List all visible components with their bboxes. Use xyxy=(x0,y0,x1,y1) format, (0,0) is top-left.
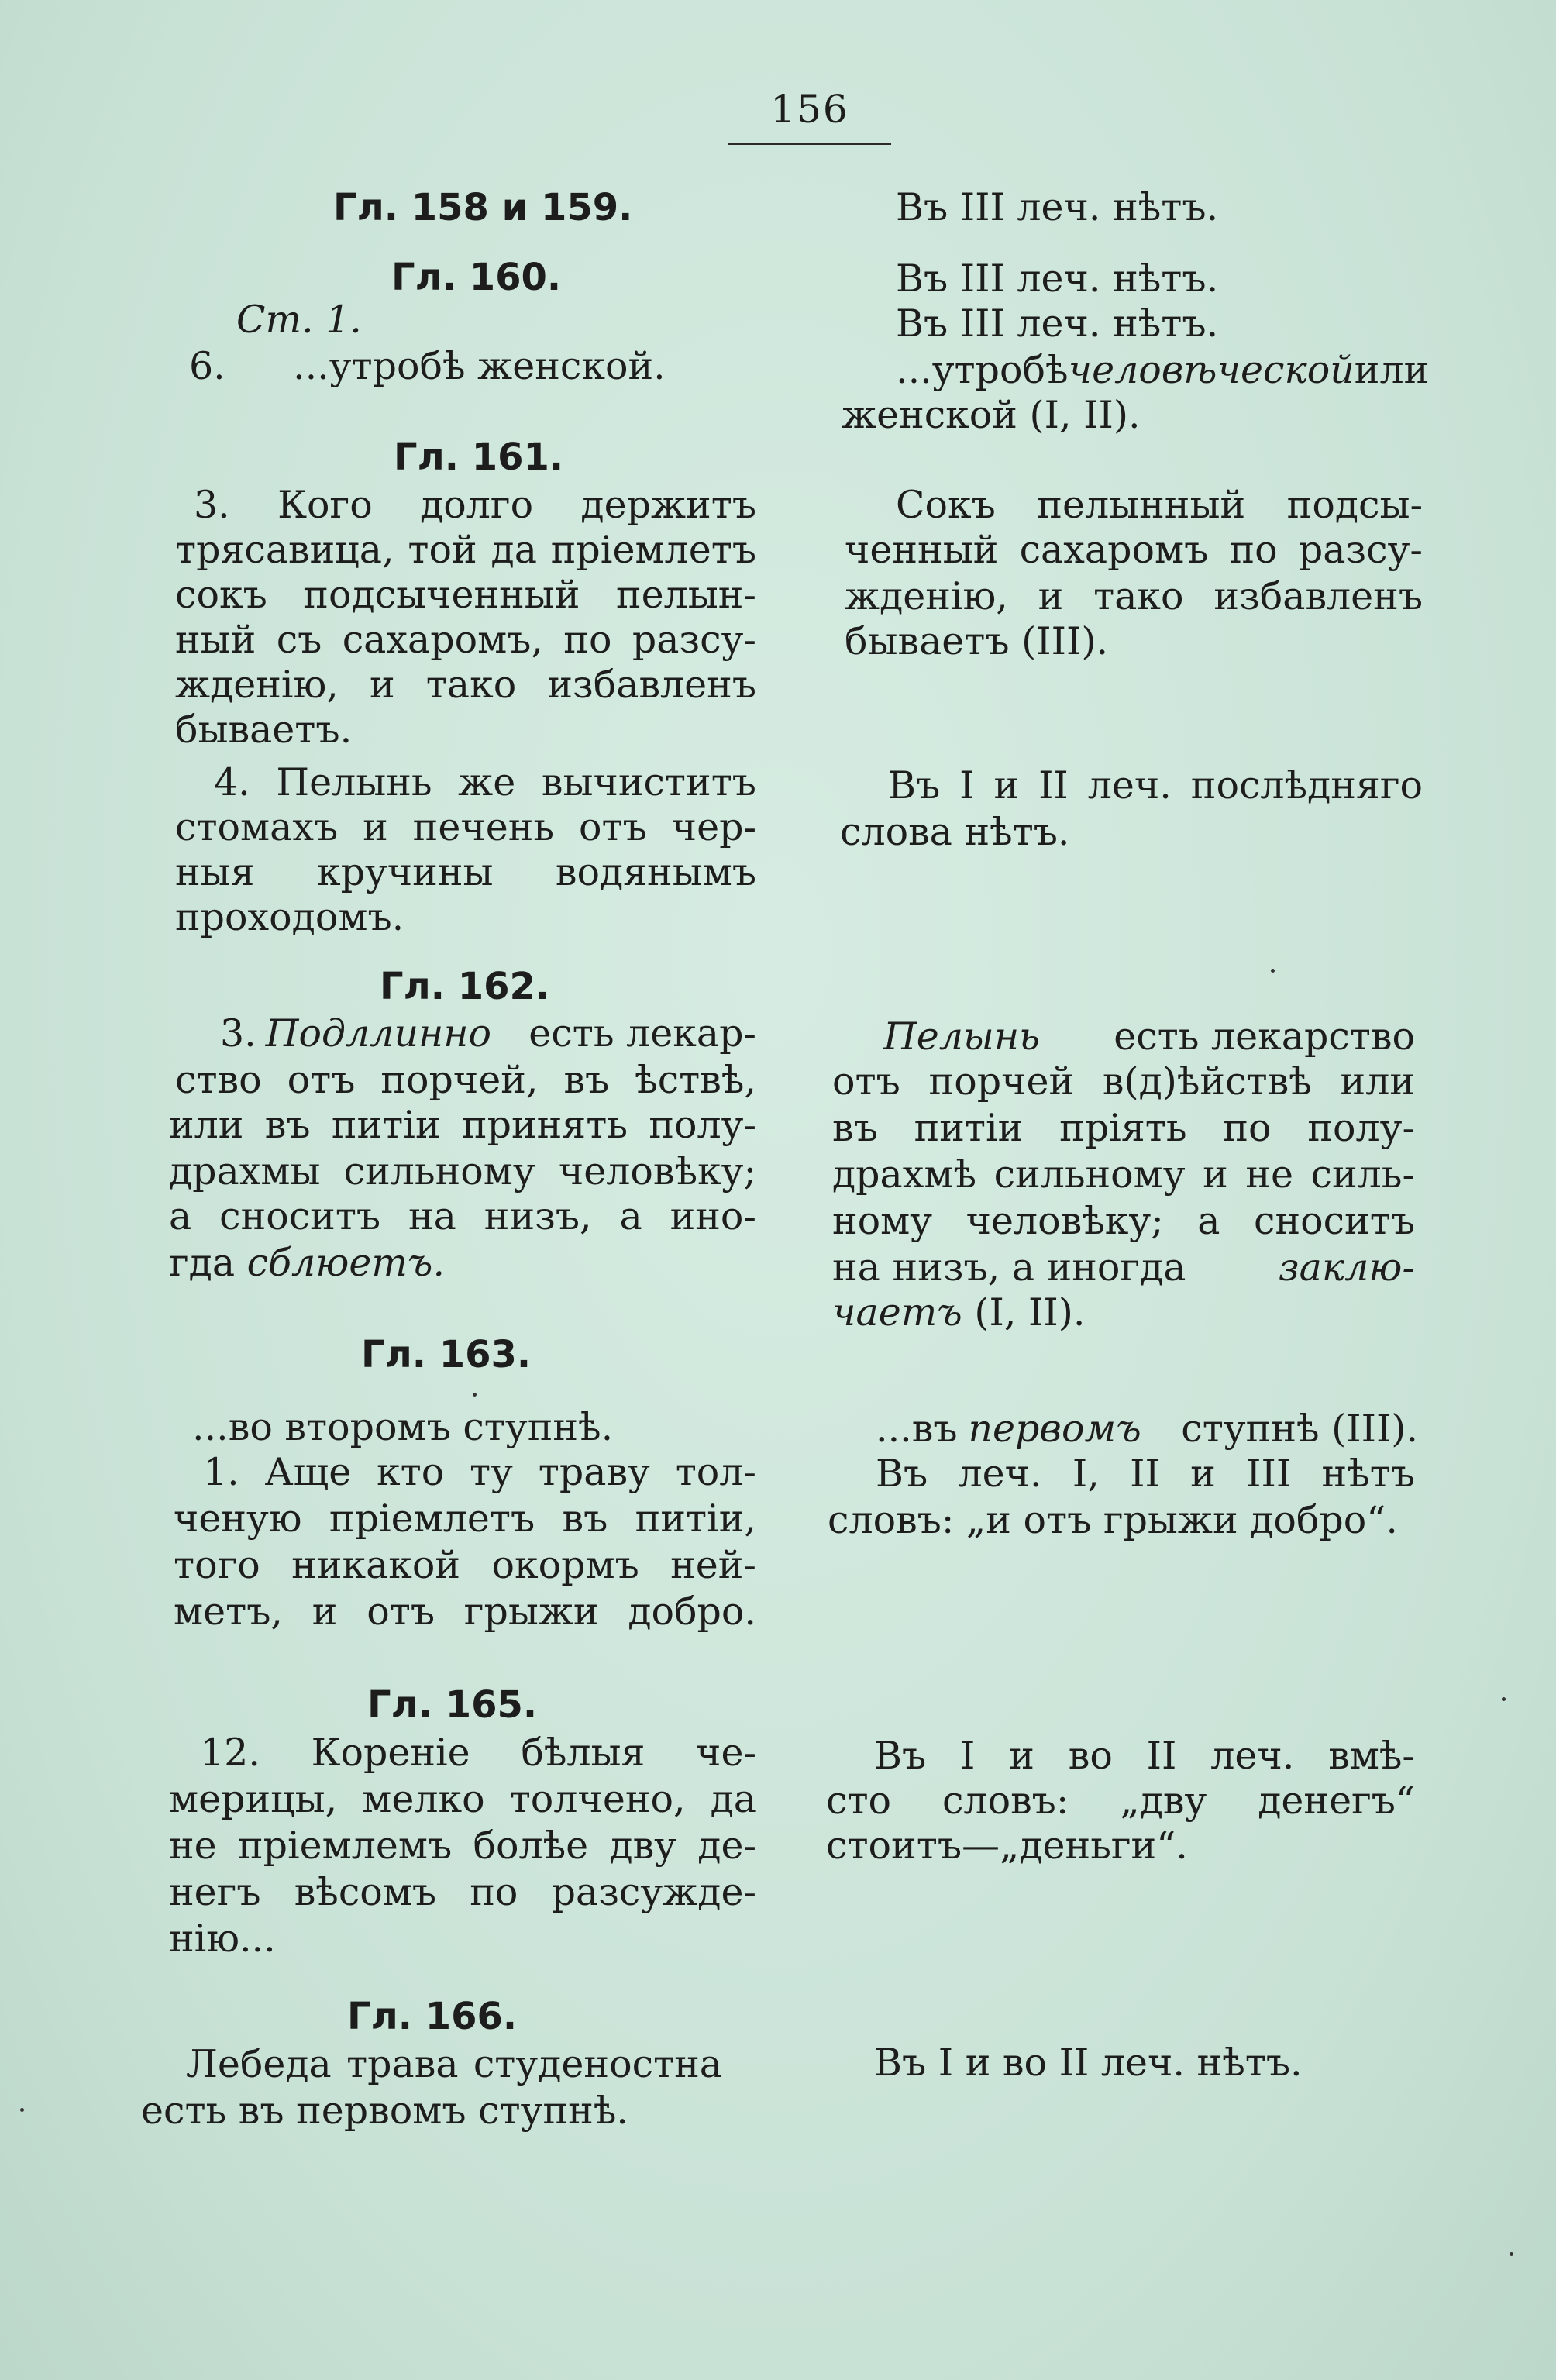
text-span: ...въ xyxy=(876,1407,958,1451)
text-line: Въ I и II леч. послѣдняго xyxy=(888,763,1423,808)
header-rule xyxy=(728,143,891,145)
heading-ch165: Гл. 165. xyxy=(367,1683,538,1727)
text-line: сто словъ: „дву денегъ“ xyxy=(826,1779,1415,1823)
heading-ch161: Гл. 161. xyxy=(394,436,564,479)
text-line: отъ порчей в(д)ѣйствѣ или xyxy=(832,1059,1415,1104)
text-line: а сноситъ на низъ, а ино- xyxy=(169,1194,756,1238)
text-line: Въ I и во II леч. вмѣ- xyxy=(874,1734,1415,1778)
text-line: Лебеда трава студеностна xyxy=(186,2042,722,2086)
text-line: Въ III леч. нѣтъ. xyxy=(896,301,1219,346)
text-span: есть лекар- xyxy=(528,1011,756,1056)
text-span: ступнѣ (III). xyxy=(1181,1407,1418,1451)
text-line: не пріемлемъ болѣе дву де- xyxy=(169,1824,756,1868)
text-span: есть лекарство xyxy=(1114,1014,1415,1059)
text-line: метъ, и отъ грыжи добро. xyxy=(174,1590,756,1634)
text-line: 4. Пелынь же вычиститъ xyxy=(214,760,756,804)
text-span: на низъ, а иногда xyxy=(832,1245,1186,1290)
text-line xyxy=(896,347,1430,394)
text-line: трясавица, той да пріемлетъ xyxy=(175,528,756,572)
text-span: гда xyxy=(169,1241,236,1285)
text-line xyxy=(883,1014,1415,1060)
italic-word: первомъ xyxy=(968,1407,1141,1451)
stanza-label: Ст. 1. xyxy=(236,298,362,342)
text-line: въ питіи пріять по полу- xyxy=(832,1106,1415,1150)
text-line: слова нѣтъ. xyxy=(840,810,1070,854)
text-line: драхмы сильному человѣку; xyxy=(169,1149,756,1193)
text-line: ченный сахаромъ по разсу- xyxy=(845,528,1423,572)
italic-word: Подллинно xyxy=(265,1011,492,1056)
text-line: словъ: „и отъ грыжи добро“. xyxy=(828,1498,1398,1542)
text-line: Въ I и во II леч. нѣтъ. xyxy=(874,2041,1303,2085)
text-line: стоитъ—„деньги“. xyxy=(826,1824,1188,1868)
paper-speck xyxy=(1510,2252,1513,2256)
text-line: негъ вѣсомъ по разсужде- xyxy=(169,1870,756,1914)
text-line: Въ III леч. нѣтъ. xyxy=(896,185,1219,229)
text-line xyxy=(832,1290,1085,1336)
page-number: 156 xyxy=(770,87,849,132)
text-line: мерицы, мелко толчено, да xyxy=(169,1777,756,1821)
italic-word: чаетъ xyxy=(832,1290,962,1335)
text-line xyxy=(169,1240,445,1286)
text-line: 1. Аще кто ту траву тол- xyxy=(203,1450,756,1494)
text-line: есть въ первомъ ступнѣ. xyxy=(141,2089,628,2133)
text-span: ...утробѣ xyxy=(896,348,1069,392)
paper-speck xyxy=(473,1393,477,1397)
paper-speck xyxy=(1271,969,1275,973)
text-span: или xyxy=(1354,348,1430,392)
text-line: Въ леч. I, II и III нѣтъ xyxy=(876,1452,1415,1496)
heading-ch163: Гл. 163. xyxy=(361,1333,532,1376)
text-line: сокъ подсыченный пелын- xyxy=(175,573,756,617)
text-line: того никакой окормъ ней- xyxy=(174,1543,756,1587)
text-line: стомахъ и печень отъ чер- xyxy=(175,805,756,849)
text-line xyxy=(876,1406,1418,1452)
text-line: 3. Кого долго держитъ xyxy=(194,483,756,527)
text-line: ный съ сахаромъ, по разсу- xyxy=(175,618,756,662)
text-line: жденію, и тако избавленъ xyxy=(845,574,1423,618)
text-line: бываетъ (III). xyxy=(845,619,1109,663)
line-number: 3. xyxy=(220,1011,256,1056)
text-line: женской (I, II). xyxy=(842,393,1141,437)
heading-ch158: Гл. 158 и 159. xyxy=(333,186,633,229)
text-line: ному человѣку; а сноситъ xyxy=(832,1199,1415,1243)
text-line: ...во второмъ ступнѣ. xyxy=(192,1405,614,1449)
text-line: бываетъ. xyxy=(175,708,353,752)
text-line: ченую пріемлетъ въ питіи, xyxy=(174,1497,756,1541)
line-number: 6. xyxy=(189,344,225,388)
text-line: Сокъ пелынный подсы- xyxy=(896,483,1423,527)
text-line: проходомъ. xyxy=(175,895,404,939)
text-line: нію... xyxy=(169,1917,276,1961)
text-line xyxy=(220,1011,756,1057)
text-line: 12. Кореніе бѣлыя че- xyxy=(200,1731,756,1775)
heading-ch160: Гл. 160. xyxy=(391,256,562,299)
italic-word: заклю- xyxy=(1278,1245,1415,1290)
heading-ch162: Гл. 162. xyxy=(380,965,550,1008)
text-line: жденію, и тако избавленъ xyxy=(175,663,756,707)
text-line: ство отъ порчей, въ ѣствѣ, xyxy=(175,1058,756,1102)
paper-speck xyxy=(20,2108,24,2112)
italic-word: сблюетъ. xyxy=(246,1241,446,1285)
italic-word: человѣческой xyxy=(1068,348,1355,392)
text-line xyxy=(832,1245,1415,1291)
text-line: ныя кручины водянымъ xyxy=(175,850,756,894)
heading-ch166: Гл. 166. xyxy=(347,1995,518,2038)
text-line: ...утробѣ женской. xyxy=(293,344,666,388)
italic-word: Пелынь xyxy=(883,1014,1040,1059)
text-line: драхмѣ сильному и не силь- xyxy=(832,1152,1415,1197)
text-span: (I, II). xyxy=(974,1290,1086,1335)
text-line: Въ III леч. нѣтъ. xyxy=(896,257,1219,301)
text-line: или въ питіи принять полу- xyxy=(169,1103,756,1147)
paper-speck xyxy=(1502,1697,1506,1701)
